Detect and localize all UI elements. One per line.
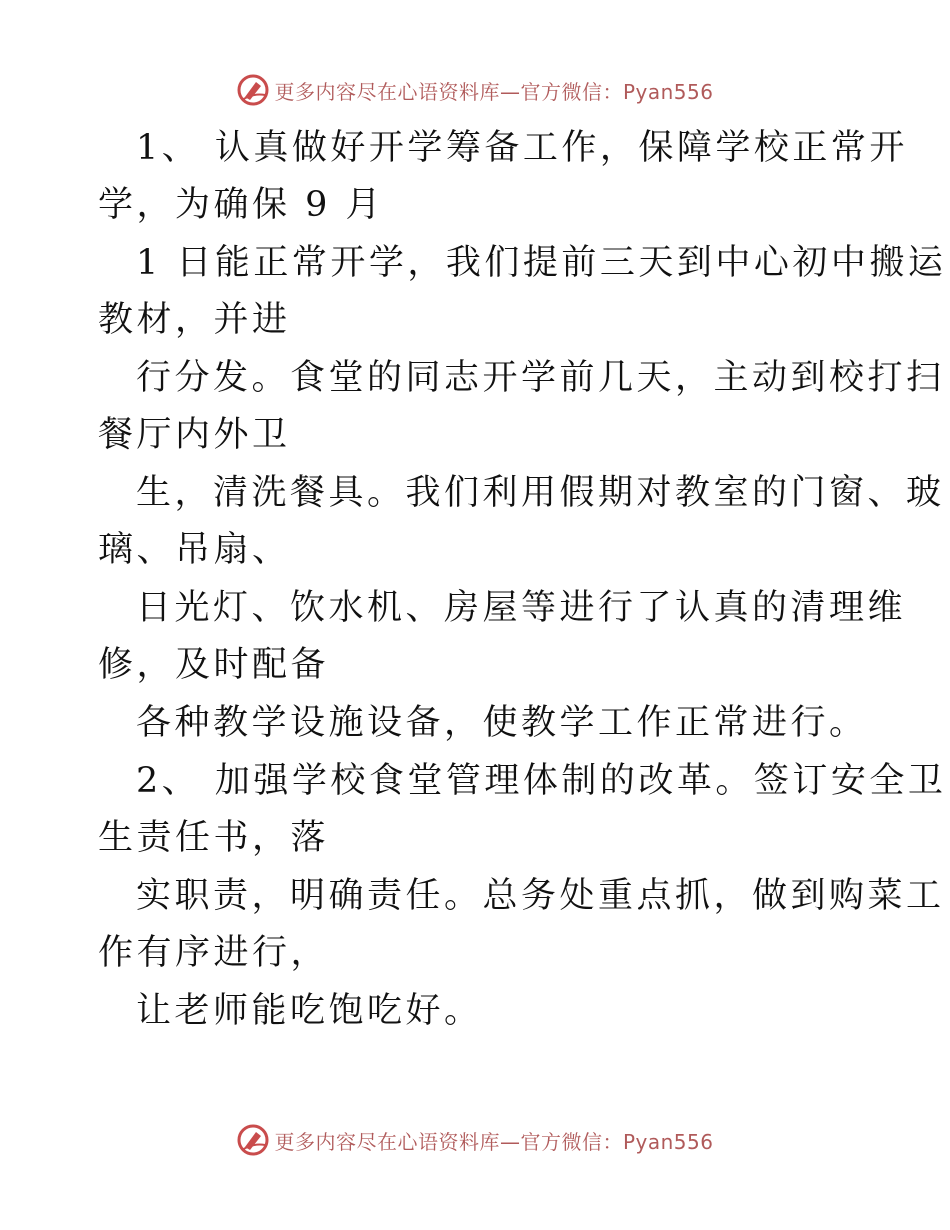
header-banner-text: 更多内容尽在心语资料库—官方微信：Pyan556 <box>274 79 714 104</box>
text-line: 璃、吊扇、 <box>98 530 291 570</box>
logo-icon <box>236 1123 270 1157</box>
text-line: 生，清洗餐具。我们利用假期对教室的门窗、玻 <box>136 473 945 513</box>
text-line: 生责任书，落 <box>98 818 330 858</box>
text-line: 实职责，明确责任。总务处重点抓，做到购菜工 <box>136 876 945 916</box>
text-line: 各种教学设施设备，使教学工作正常进行。 <box>136 703 868 743</box>
text-line: 作有序进行， <box>98 933 330 973</box>
text-line: 日光灯、饮水机、房屋等进行了认真的清理维 <box>136 588 907 628</box>
footer-banner <box>0 1120 950 1160</box>
text-line: 餐厅内外卫 <box>98 415 291 455</box>
header-banner <box>0 70 950 110</box>
text-line: 1 日能正常开学，我们提前三天到中心初中搬运 <box>136 243 947 283</box>
footer-banner-text: 更多内容尽在心语资料库—官方微信：Pyan556 <box>274 1129 714 1154</box>
text-line: 2、 加强学校食堂管理体制的改革。签订安全卫 <box>136 761 947 801</box>
text-line: 教材，并进 <box>98 300 291 340</box>
text-line: 1、 认真做好开学筹备工作，保障学校正常开 <box>136 128 908 168</box>
text-line: 行分发。食堂的同志开学前几天，主动到校打扫 <box>136 358 945 398</box>
text-line: 修，及时配备 <box>98 645 330 685</box>
text-line: 让老师能吃饱吃好。 <box>136 991 483 1031</box>
logo-icon <box>236 73 270 107</box>
text-line: 学，为确保 9 月 <box>98 185 385 225</box>
